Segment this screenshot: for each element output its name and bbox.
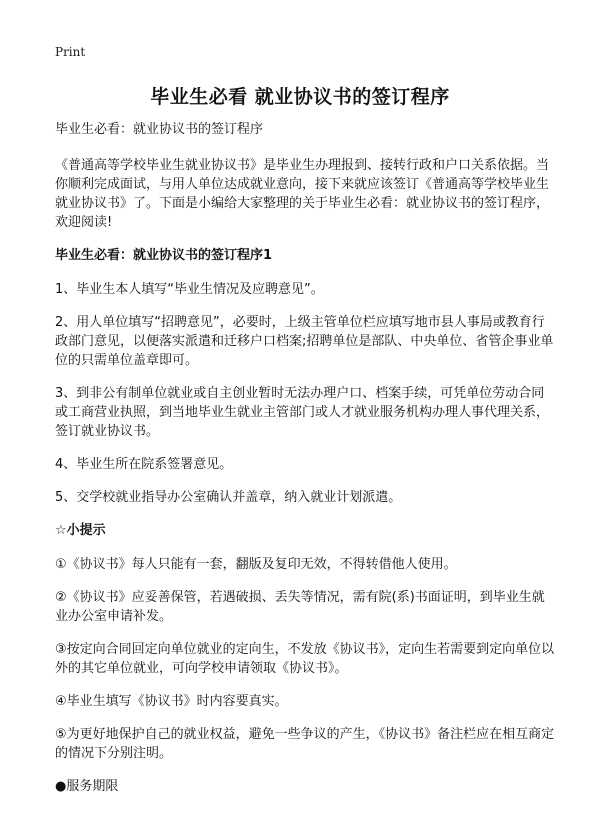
print-link[interactable]: Print (55, 45, 86, 59)
step-item-3: 3、到非公有制单位就业或自主创业暂时无法办理户口、档案手续，可凭单位劳动合同或工商营业执照，到当地毕业生就业主管部门或人才就业服务机构办理人事代理关系，签订就业协议书。 (55, 386, 550, 439)
section-heading: 毕业生必看：就业协议书的签订程序1 (55, 248, 273, 263)
step-item-4: 4、毕业生所在院系签署意见。 (55, 457, 233, 472)
article-body (55, 120, 555, 810)
step-item-1: 1、毕业生本人填写“毕业生情况及应聘意见”。 (55, 282, 324, 297)
step-item-5: 5、交学校就业指导办公室确认并盖章，纳入就业计划派遣。 (55, 490, 402, 505)
tip-item-1: ①《协议书》每人只能有一套，翻版及复印无效，不得转借他人使用。 (55, 557, 457, 572)
tip-item-2: ②《协议书》应妥善保管，若遇破损、丢失等情况，需有院(系)书面证明，到毕业生就业办公室申请补发。 (55, 590, 545, 624)
tip-item-3: ③按定向合同回定向单位就业的定向生，不发放《协议书》，定向生若需要到定向单位以外的其它单位就业，可向学校申请领取《协议书》。 (55, 642, 555, 676)
tip-item-4: ④毕业生填写《协议书》时内容要真实。 (55, 694, 288, 709)
tip-item-5: ⑤为更好地保护自己的就业权益，避免一些争议的产生，《协议书》备注栏应在相互商定的情况下分别注明。 (55, 727, 555, 761)
intro-paragraph: 《普通高等学校毕业生就业协议书》是毕业生办理报到、接转行政和户口关系依据。当你顺利完成面试，与用人单位达成就业意向，接下来就应该签订《普通高等学校毕业生就业协议书》了。下面是小编给大家整理的关于毕业生必看：就业协议书的签订程序，欢迎阅读! (55, 158, 550, 230)
article-subtitle: 毕业生必看：就业协议书的签订程序 (55, 122, 264, 137)
step-item-2: 2、用人单位填写“招聘意见”，必要时，上级主管单位栏应填写地市县人事局或教育行政部门意见，以便落实派遣和迁移户口档案;招聘单位是部队、中央单位、省管企事业单位的只需单位盖章即可。 (55, 315, 554, 368)
tips-heading: ☆小提示 (55, 523, 106, 538)
service-period-heading: ●服务期限 (55, 779, 119, 794)
page-title: 毕业生必看 就业协议书的签订程序 (150, 86, 450, 108)
